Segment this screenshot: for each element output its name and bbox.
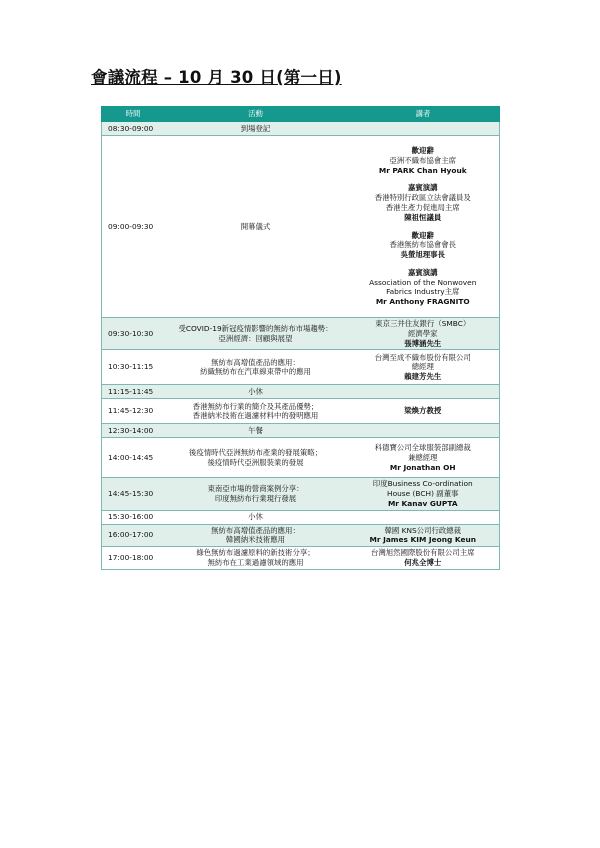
table-row xyxy=(102,438,500,478)
speaker-name: 歡迎辭 xyxy=(411,146,434,156)
speaker-name: 賴建芳先生 xyxy=(404,372,442,382)
header-time: 時間 xyxy=(102,107,165,122)
table-row xyxy=(102,385,500,399)
table-row xyxy=(102,547,500,570)
speaker-gap xyxy=(350,260,497,268)
speaker-title: 經濟學家 xyxy=(407,328,438,338)
activity-cell xyxy=(165,547,347,570)
activity-cell xyxy=(165,438,347,478)
activity-cell xyxy=(165,350,347,385)
speaker-title: 印度Business Co-ordination xyxy=(372,479,473,489)
speaker-title: Association of the Nonwoven xyxy=(369,277,477,287)
activity-cell xyxy=(165,318,347,350)
speaker-cell xyxy=(347,438,500,478)
speaker-cell xyxy=(347,350,500,385)
speaker-name: 嘉賓演講 xyxy=(407,267,438,277)
activity-text: 受COVID-19新冠疫情影響的無紡布市場趨勢： 亞洲經濟：回顧與展望 xyxy=(178,323,333,343)
table-row xyxy=(102,136,500,318)
activity-text: 綠色無紡布過濾原料的新技術分享； 無紡布在工業過濾領域的應用 xyxy=(196,548,315,567)
speaker-cell xyxy=(347,510,500,524)
speaker-name: 梁煥方教授 xyxy=(404,406,442,416)
time-cell: 17:00-18:00 xyxy=(102,547,165,570)
speaker-name: 陳祖恒議員 xyxy=(404,212,442,222)
speaker-title: 台灣旭然國際股份有限公司主席 xyxy=(371,548,475,558)
header-activity: 活動 xyxy=(165,107,347,122)
time-cell: 16:00-17:00 xyxy=(102,524,165,547)
speaker-name: 嘉賓演講 xyxy=(407,183,438,193)
speaker-cell xyxy=(347,136,500,318)
speaker-cell xyxy=(347,478,500,510)
speaker-title: 兼總經理 xyxy=(407,452,438,462)
speaker-cell xyxy=(347,399,500,424)
speaker-title: 香港無紡布協會會長 xyxy=(389,240,457,250)
time-cell: 09:00-09:30 xyxy=(102,136,165,318)
speaker-cell xyxy=(347,122,500,136)
speaker-cell xyxy=(347,318,500,350)
speaker-title: 總經理 xyxy=(411,362,434,372)
speaker-title: 台灣至成不織布股份有限公司 xyxy=(374,352,471,362)
speaker-title: 香港特別行政區立法會議員及 xyxy=(374,193,471,203)
speaker-name: Mr PARK Chan Hyouk xyxy=(378,165,467,175)
speaker-gap xyxy=(350,175,497,183)
activity-cell: 小休 xyxy=(165,510,347,524)
activity-cell: 午餐 xyxy=(165,424,347,438)
time-cell: 08:30-09:00 xyxy=(102,122,165,136)
speaker-title: 韓國 KNS公司行政總裁 xyxy=(384,525,462,535)
speaker-title: 東京三井住友銀行（SMBC） xyxy=(375,319,471,328)
speaker-title: House (BCH) 副董事 xyxy=(387,489,459,499)
speaker-title: 香港生產力促進局主席 xyxy=(385,202,460,212)
speaker-cell xyxy=(347,524,500,547)
speaker-cell xyxy=(347,424,500,438)
speaker-name: Mr Anthony FRAGNITO xyxy=(375,297,470,307)
time-cell: 10:30-11:15 xyxy=(102,350,165,385)
speaker-cell xyxy=(347,547,500,570)
time-cell: 12:30-14:00 xyxy=(102,424,165,438)
header-speaker: 講者 xyxy=(347,107,500,122)
table-row xyxy=(102,524,500,547)
activity-text: 香港無紡布行業的簡介及其產品優勢； 香港納米技術在過濾材料中的發明應用 xyxy=(192,401,319,421)
activity-cell xyxy=(165,399,347,424)
activity-text: 無紡布高增值產品的應用： 紡織無紡布在汽車線束帶中的應用 xyxy=(200,357,311,377)
speaker-gap xyxy=(350,223,497,231)
activity-cell: 開幕儀式 xyxy=(165,136,347,318)
speaker-title: 亞洲不織布協會主席 xyxy=(389,155,457,165)
speaker-name: 張博涵先生 xyxy=(404,338,442,348)
time-cell: 14:45-15:30 xyxy=(102,478,165,510)
schedule-table xyxy=(101,106,500,570)
activity-cell xyxy=(165,478,347,510)
activity-cell xyxy=(165,524,347,547)
page-title: 會議流程 – 10 月 30 日(第一日) xyxy=(91,68,342,87)
speaker-name: 歡迎辭 xyxy=(411,230,434,240)
table-row xyxy=(102,424,500,438)
activity-text: 無紡布高增值產品的應用： 韓國納米技術應用 xyxy=(211,525,300,545)
time-cell: 11:15-11:45 xyxy=(102,385,165,399)
table-row xyxy=(102,318,500,350)
activity-text: 後疫情時代亞洲無紡布產業的發展策略； 後疫情時代亞洲服裝業的發展 xyxy=(188,448,323,467)
speaker-title: 科德寶公司全球服裝部副總裁 xyxy=(374,443,471,453)
time-cell: 09:30-10:30 xyxy=(102,318,165,350)
speaker-name: Mr Kanav GUPTA xyxy=(387,498,458,508)
table-row xyxy=(102,122,500,136)
table-row xyxy=(102,510,500,524)
time-cell: 14:00-14:45 xyxy=(102,438,165,478)
time-cell: 15:30-16:00 xyxy=(102,510,165,524)
speaker-name: 吳螢旭理事長 xyxy=(400,250,445,260)
activity-cell: 到場登記 xyxy=(165,122,347,136)
speaker-name: Mr Jonathan OH xyxy=(389,462,456,472)
speaker-name: 何兆全博士 xyxy=(404,557,442,567)
table-row xyxy=(102,399,500,424)
speaker-title: Fabrics Industry主席 xyxy=(386,287,460,297)
table-row xyxy=(102,350,500,385)
time-cell: 11:45-12:30 xyxy=(102,399,165,424)
speaker-cell xyxy=(347,385,500,399)
table-row xyxy=(102,478,500,510)
table-header-row xyxy=(102,107,500,122)
speaker-name: Mr James KIM Jeong Keun xyxy=(369,535,476,545)
activity-cell: 小休 xyxy=(165,385,347,399)
activity-text: 東南亞市場的營商案例分享： 印度無紡布行業現行發展 xyxy=(207,484,304,503)
